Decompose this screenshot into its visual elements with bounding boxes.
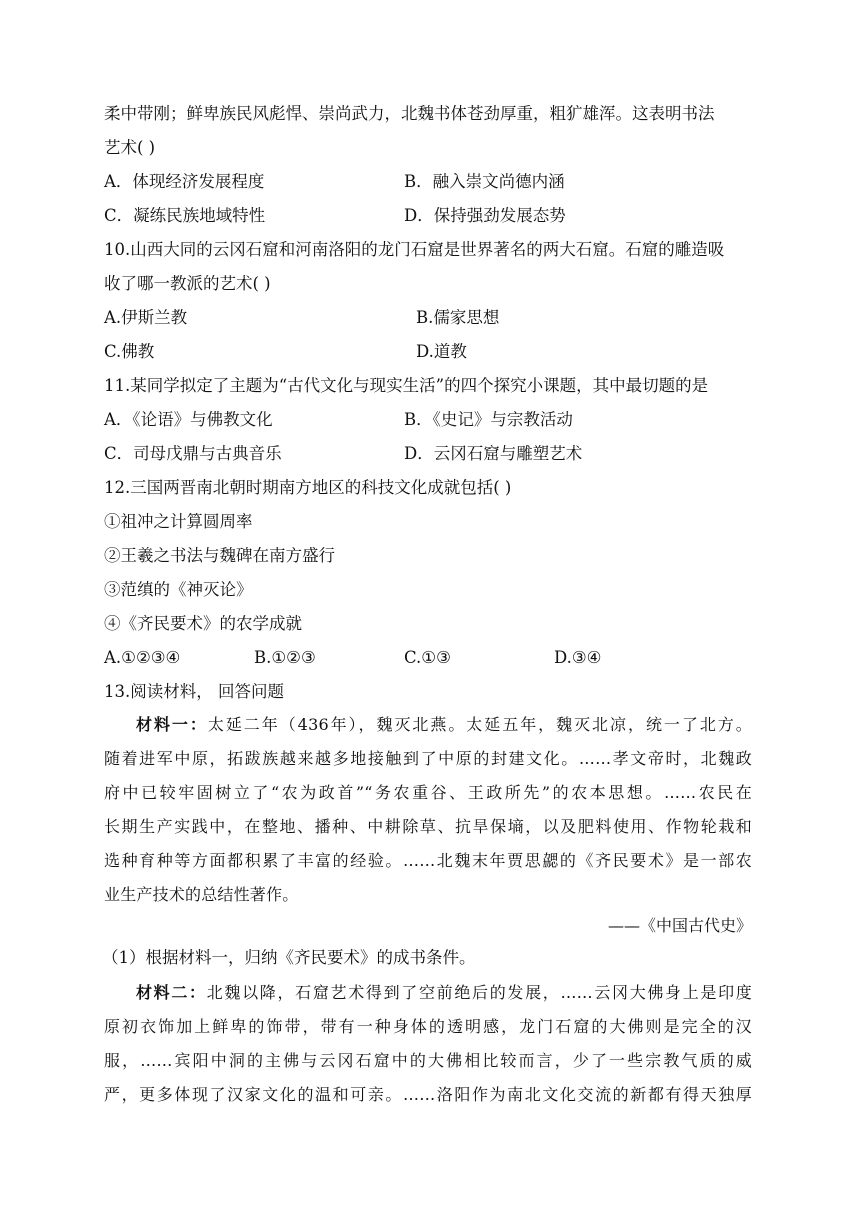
q10-option-c: C.佛教 xyxy=(104,342,155,361)
q12-item-1: ①祖冲之计算圆周率 xyxy=(104,512,253,531)
q11-option-b: B．《史记》与宗教活动 xyxy=(404,410,573,429)
q12-stem: 12.三国两晋南北朝时期南方地区的科技文化成就包括( ) xyxy=(104,478,512,497)
q9-stem-line2: 艺术( ) xyxy=(104,138,156,157)
material2-line3: 服，……宾阳中洞的主佛与云冈石窟中的大佛相比较而言，少了一些宗教气质的威 xyxy=(104,1051,752,1070)
q9-option-b: B．融入崇文尚德内涵 xyxy=(404,172,565,191)
q10-stem-line2: 收了哪一教派的艺术( ) xyxy=(104,274,271,293)
material1-line2: 随着进军中原，拓跋族越来越多地接触到了中原的封建文化。……孝文帝时，北魏政 xyxy=(104,749,752,768)
q13-subquestion-1: （1）根据材料一，归纳《齐民要术》的成书条件。 xyxy=(102,948,476,967)
q12-option-a: A.①②③④ xyxy=(104,648,181,667)
q11-option-d: D．云冈石窟与雕塑艺术 xyxy=(404,444,583,463)
material2-line4: 严，更多体现了汉家文化的温和可亲。……洛阳作为南北文化交流的新都有得天独厚 xyxy=(104,1085,752,1104)
material1-line1-text: 太延二年（436年），魏灭北燕。太延五年，魏灭北凉，统一了北方。 xyxy=(207,715,752,734)
material1-line3: 府中已较牢固树立了“农为政首”“务农重谷、王政所先”的农本思想。……农民在 xyxy=(104,783,752,802)
q10-option-b: B.儒家思想 xyxy=(416,308,500,327)
material2-line1 xyxy=(136,982,752,1004)
q9-option-a: A．体现经济发展程度 xyxy=(104,172,265,191)
material1-label: 材料一： xyxy=(136,715,208,734)
material1-line6: 业生产技术的总结性著作。 xyxy=(104,885,299,904)
q12-option-d: D.③④ xyxy=(554,648,602,667)
q12-item-4: ④《齐民要术》的农学成就 xyxy=(104,614,302,633)
material1-line4: 长期生产实践中，在整地、播种、中耕除草、抗旱保墒，以及肥料使用、作物轮栽和 xyxy=(104,817,752,836)
material2-line2: 原初衣饰加上鲜卑的饰带，带有一种身体的透明感，龙门石窟的大佛则是完全的汉 xyxy=(104,1017,752,1036)
material2-line1-text: 北魏以降，石窟艺术得到了空前绝后的发展，……云冈大佛身上是印度 xyxy=(206,983,752,1002)
material1-source: ——《中国古代史》 xyxy=(607,916,752,935)
material1-line5: 选种育种等方面都积累了丰富的经验。……北魏末年贾思勰的《齐民要术》是一部农 xyxy=(104,851,752,870)
q12-item-2: ②王羲之书法与魏碑在南方盛行 xyxy=(104,546,335,565)
q9-stem-line1: 柔中带刚；鲜卑族民风彪悍、崇尚武力，北魏书体苍劲厚重，粗犷雄浑。这表明书法 xyxy=(104,104,715,123)
q9-option-d: D．保持强劲发展态势 xyxy=(404,206,566,225)
q11-stem: 11.某同学拟定了主题为“古代文化与现实生活”的四个探究小课题，其中最切题的是 xyxy=(104,376,709,395)
q10-stem-line1: 10.山西大同的云冈石窟和河南洛阳的龙门石窟是世界著名的两大石窟。石窟的雕造吸 xyxy=(104,240,725,259)
material1-line1 xyxy=(136,714,752,736)
q11-option-a: A．《论语》与佛教文化 xyxy=(104,410,273,429)
q12-option-c: C.①③ xyxy=(404,648,451,667)
q12-item-3: ③范缜的《神灭论》 xyxy=(104,580,253,599)
q11-option-c: C．司母戊鼎与古典音乐 xyxy=(104,444,282,463)
q10-option-a: A.伊斯兰教 xyxy=(104,308,188,327)
q10-option-d: D.道教 xyxy=(416,342,467,361)
q9-option-c: C．凝练民族地域特性 xyxy=(104,206,266,225)
material2-label: 材料二： xyxy=(136,983,207,1002)
q12-option-b: B.①②③ xyxy=(254,648,316,667)
q13-stem: 13.阅读材料， 回答问题 xyxy=(104,682,284,701)
